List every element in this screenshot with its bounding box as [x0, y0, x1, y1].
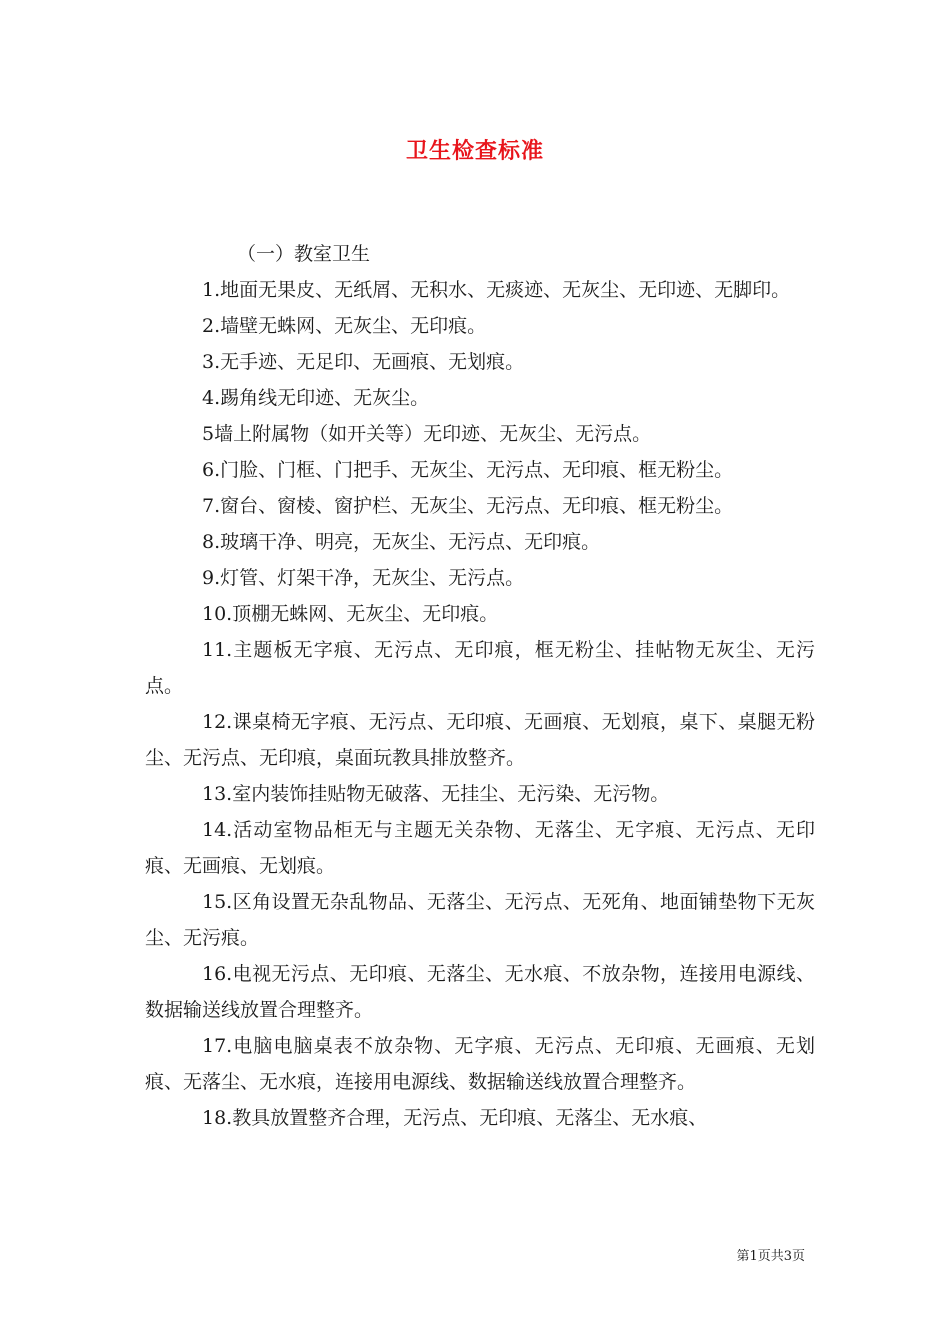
list-item: 4.踢角线无印迹、无灰尘。: [202, 387, 430, 409]
list-item: 2.墙壁无蛛网、无灰尘、无印痕。: [202, 315, 487, 337]
list-item: 17.电脑电脑桌表不放杂物、无字痕、无污点、无印痕、无画痕、无划痕、无落尘、无水痕，连接用电源线、数据输送线放置合理整齐。: [145, 1035, 815, 1093]
page-title: 卫生检查标准: [405, 138, 544, 164]
list-item: 10.顶棚无蛛网、无灰尘、无印痕。: [202, 603, 499, 625]
list-item: 13.室内装饰挂贴物无破落、无挂尘、无污染、无污物。: [202, 783, 670, 805]
list-item: 18.教具放置整齐合理，无污点、无印痕、无落尘、无水痕、: [202, 1107, 708, 1129]
list-item: 5墙上附属物（如开关等）无印迹、无灰尘、无污点。: [202, 423, 652, 445]
list-item: 9.灯管、灯架干净，无灰尘、无污点。: [202, 567, 525, 589]
list-item: 3.无手迹、无足印、无画痕、无划痕。: [202, 351, 525, 373]
document-body: [145, 236, 815, 1136]
list-item: 15.区角设置无杂乱物品、无落尘、无污点、无死角、地面铺垫物下无灰尘、无污痕。: [145, 891, 815, 949]
section-heading: （一）教室卫生: [237, 243, 371, 265]
list-item: 11.主题板无字痕、无污点、无印痕，框无粉尘、挂帖物无灰尘、无污点。: [145, 639, 815, 697]
list-item: 7.窗台、窗棱、窗护栏、无灰尘、无污点、无印痕、框无粉尘。: [202, 495, 734, 517]
page-number: 第1页共3页: [736, 1249, 805, 1264]
list-item: 14.活动室物品柜无与主题无关杂物、无落尘、无字痕、无污点、无印痕、无画痕、无划痕。: [145, 819, 815, 877]
list-item: 1.地面无果皮、无纸屑、无积水、无痰迹、无灰尘、无印迹、无脚印。: [202, 279, 791, 301]
list-item: 12.课桌椅无字痕、无污点、无印痕、无画痕、无划痕，桌下、桌腿无粉尘、无污点、无印痕，桌面玩教具排放整齐。: [145, 711, 815, 769]
list-item: 6.门脸、门框、门把手、无灰尘、无污点、无印痕、框无粉尘。: [202, 459, 734, 481]
list-item: 16.电视无污点、无印痕、无落尘、无水痕、不放杂物，连接用电源线、数据输送线放置合理整齐。: [145, 963, 815, 1021]
list-item: 8.玻璃干净、明亮，无灰尘、无污点、无印痕。: [202, 531, 601, 553]
